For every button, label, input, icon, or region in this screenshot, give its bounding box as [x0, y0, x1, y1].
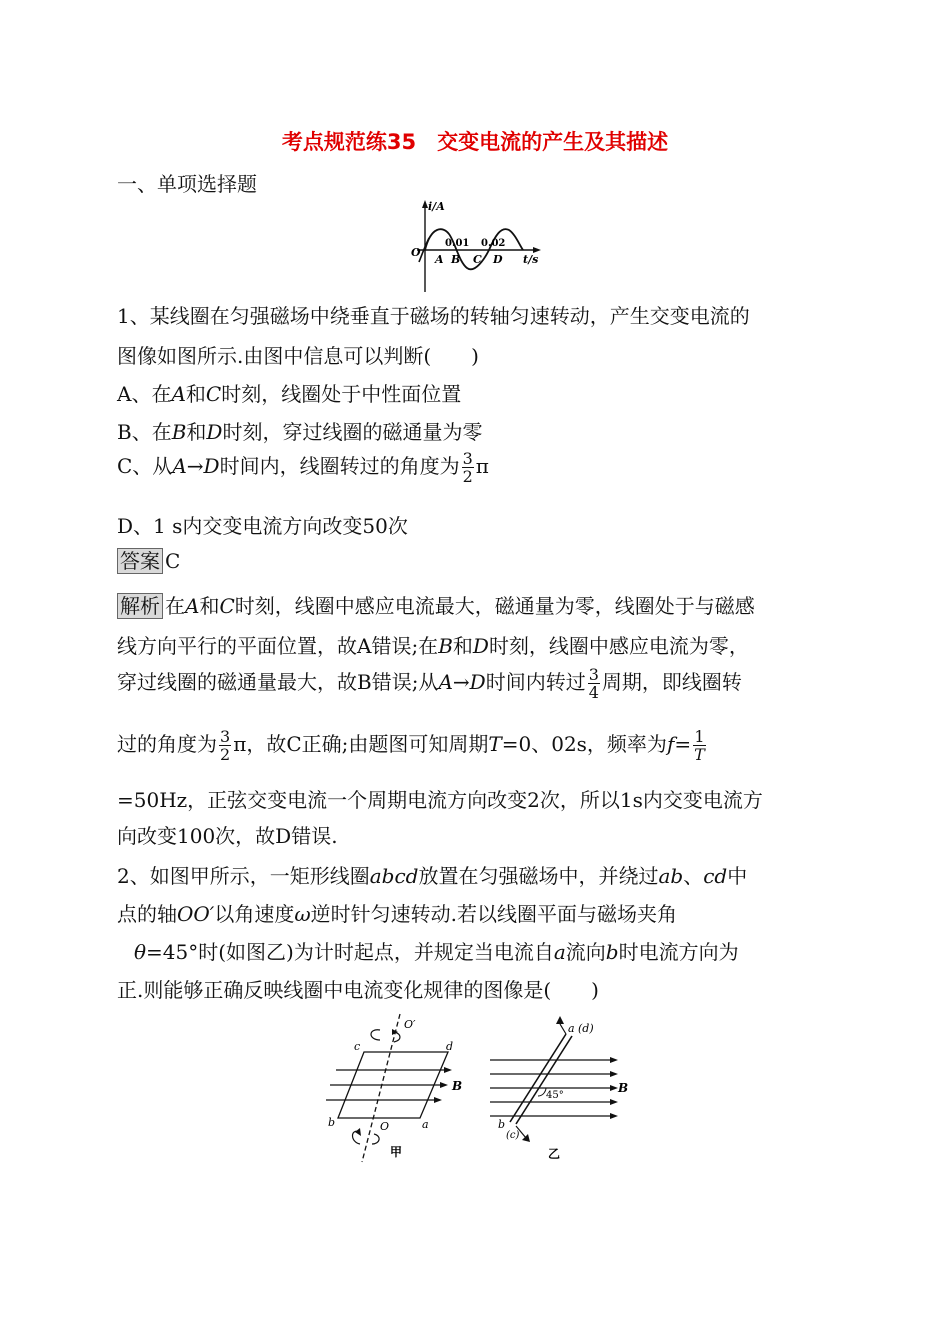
q1-stem-line2: 图像如图所示.由图中信息可以判断( ) — [117, 344, 479, 368]
option-text: 和 — [185, 382, 206, 406]
label-o: O — [380, 1120, 390, 1133]
point-label-d: D — [493, 253, 503, 266]
point-label-c: C — [473, 253, 482, 266]
analysis-line5: =50Hz，正弦交变电流一个周期电流方向改变2次，所以1s内交变电流方 — [117, 788, 763, 812]
option-text: A、在 — [117, 382, 172, 406]
analysis-tag: 解析 — [117, 593, 163, 619]
fraction — [462, 450, 474, 485]
analysis-text: 和 — [452, 634, 473, 658]
label-b: b — [498, 1118, 506, 1131]
analysis-line2 — [117, 630, 749, 659]
figure-yi — [490, 1016, 628, 1161]
point-label-a: A — [435, 253, 444, 266]
label-field-b: B — [618, 1081, 629, 1095]
arrow-glyph: → — [452, 670, 470, 694]
var: A — [185, 594, 200, 618]
label-c: (c) — [506, 1130, 520, 1141]
label-a: a — [422, 1118, 429, 1131]
current-graph-figure — [405, 196, 545, 296]
analysis-text: = — [674, 732, 692, 756]
q2-text: 逆时针匀速转动.若以线圈平面与磁场夹角 — [310, 902, 678, 926]
option-text: 时间内，线圈转过的角度为 — [219, 454, 460, 478]
q2-text: 点的轴 — [117, 902, 177, 926]
section-heading: 一、单项选择题 — [117, 172, 257, 196]
answer-tag: 答案 — [117, 548, 163, 574]
q1-option-c — [117, 450, 489, 485]
var: C — [205, 382, 222, 406]
q1-stem-line1: 1、某线圈在匀强磁场中绕垂直于磁场的转轴匀速转动，产生交变电流的 — [117, 304, 750, 328]
fraction — [693, 728, 706, 763]
q2-line3 — [134, 936, 739, 965]
figure-jia — [326, 1014, 462, 1162]
q2-text: 放置在匀强磁场中，并绕过 — [418, 864, 659, 888]
label-field-b: B — [452, 1079, 463, 1093]
q1-answer — [117, 548, 180, 574]
var: D — [203, 454, 220, 478]
pi-symbol: π — [233, 732, 247, 756]
var: A — [438, 670, 453, 694]
var: A — [172, 454, 187, 478]
q1-option-b — [117, 416, 482, 445]
var: f — [666, 732, 675, 756]
analysis-text: 周期，即线圈转 — [601, 670, 742, 694]
analysis-line6: 向改变100次，故D错误. — [117, 824, 338, 848]
analysis-line4 — [117, 728, 708, 763]
analysis-text: 和 — [199, 594, 220, 618]
var: OO′ — [177, 902, 215, 926]
label-o-prime: O′ — [404, 1018, 416, 1031]
q2-line1 — [117, 860, 747, 889]
pi-symbol: π — [475, 454, 489, 478]
label-b: b — [328, 1116, 336, 1129]
var: cd — [703, 864, 728, 888]
q1-option-a — [117, 378, 461, 407]
origin-label: O — [411, 246, 421, 259]
angle-label: 45° — [546, 1090, 564, 1101]
analysis-text: 时刻，线圈中感应电流为零， — [488, 634, 749, 658]
var: θ — [134, 940, 147, 964]
var: A — [171, 382, 186, 406]
analysis-text: ，故C正确;由题图可知周期 — [246, 732, 489, 756]
var: T — [488, 732, 502, 756]
var: abcd — [369, 864, 419, 888]
fraction — [219, 728, 231, 763]
analysis-text: 在 — [165, 594, 185, 618]
q2-text: 时电流方向为 — [618, 940, 739, 964]
arrow-glyph: → — [186, 454, 204, 478]
denominator: T — [694, 745, 705, 764]
page-title: 考点规范练35 交变电流的产生及其描述 — [281, 130, 669, 154]
analysis-line1 — [117, 590, 755, 619]
numerator: 1 — [694, 727, 705, 746]
option-text: 时刻，穿过线圈的磁通量为零 — [222, 420, 483, 444]
numerator: 3 — [588, 665, 599, 684]
label-d: d — [446, 1040, 454, 1053]
fraction — [588, 666, 600, 701]
q1-option-d: D、1 s内交变电流方向改变50次 — [117, 514, 408, 538]
option-text: 和 — [186, 420, 207, 444]
q2-text: 、 — [683, 864, 704, 888]
var: D — [469, 670, 486, 694]
var: D — [472, 634, 489, 658]
tick-label-2: 0.02 — [481, 238, 506, 249]
numerator: 3 — [220, 727, 231, 746]
var: C — [219, 594, 235, 618]
q2-text: 流向 — [565, 940, 606, 964]
label-a: a — [568, 1022, 575, 1035]
option-text: C、从 — [117, 454, 173, 478]
option-text: B、在 — [117, 420, 172, 444]
analysis-text: 时间内转过 — [485, 670, 586, 694]
caption-jia: 甲 — [390, 1145, 403, 1159]
q2-text: 2、如图甲所示，一矩形线圈 — [117, 864, 370, 888]
q2-text: 以角速度 — [214, 902, 295, 926]
denominator: 2 — [462, 467, 473, 486]
var: ω — [294, 902, 311, 926]
analysis-text: 穿过线圈的磁通量最大，故B错误;从 — [117, 670, 439, 694]
var: D — [206, 420, 223, 444]
x-axis-label: t/s — [523, 253, 539, 266]
coil-figure — [320, 1010, 640, 1170]
caption-yi: 乙 — [548, 1147, 561, 1161]
point-label-b: B — [451, 253, 461, 266]
q2-text: =45°时(如图乙)为计时起点，并规定当电流自 — [146, 940, 554, 964]
var: b — [605, 940, 619, 964]
answer-value: C — [165, 549, 181, 573]
y-axis-label: i/A — [428, 200, 445, 213]
label-c: c — [354, 1040, 361, 1053]
var: B — [171, 420, 187, 444]
var: B — [438, 634, 453, 658]
analysis-text: 时刻，线圈中感应电流最大，磁通量为零，线圈处于与磁感 — [234, 594, 755, 618]
label-d: (d) — [578, 1022, 594, 1035]
var: ab — [658, 864, 684, 888]
analysis-line3 — [117, 666, 742, 701]
denominator: 4 — [588, 683, 599, 702]
option-text: 时刻，线圈处于中性面位置 — [221, 382, 462, 406]
q2-text: 中 — [727, 864, 748, 888]
analysis-text: 线方向平行的平面位置，故A错误;在 — [117, 634, 439, 658]
tick-label-1: 0.01 — [445, 238, 470, 249]
q2-line2 — [117, 898, 677, 927]
numerator: 3 — [462, 449, 473, 468]
denominator: 2 — [220, 745, 231, 764]
q2-line4: 正.则能够正确反映线圈中电流变化规律的图像是( ) — [117, 978, 599, 1002]
var: a — [553, 940, 566, 964]
analysis-text: =0、02s，频率为 — [501, 732, 667, 756]
analysis-text: 过的角度为 — [117, 732, 217, 756]
